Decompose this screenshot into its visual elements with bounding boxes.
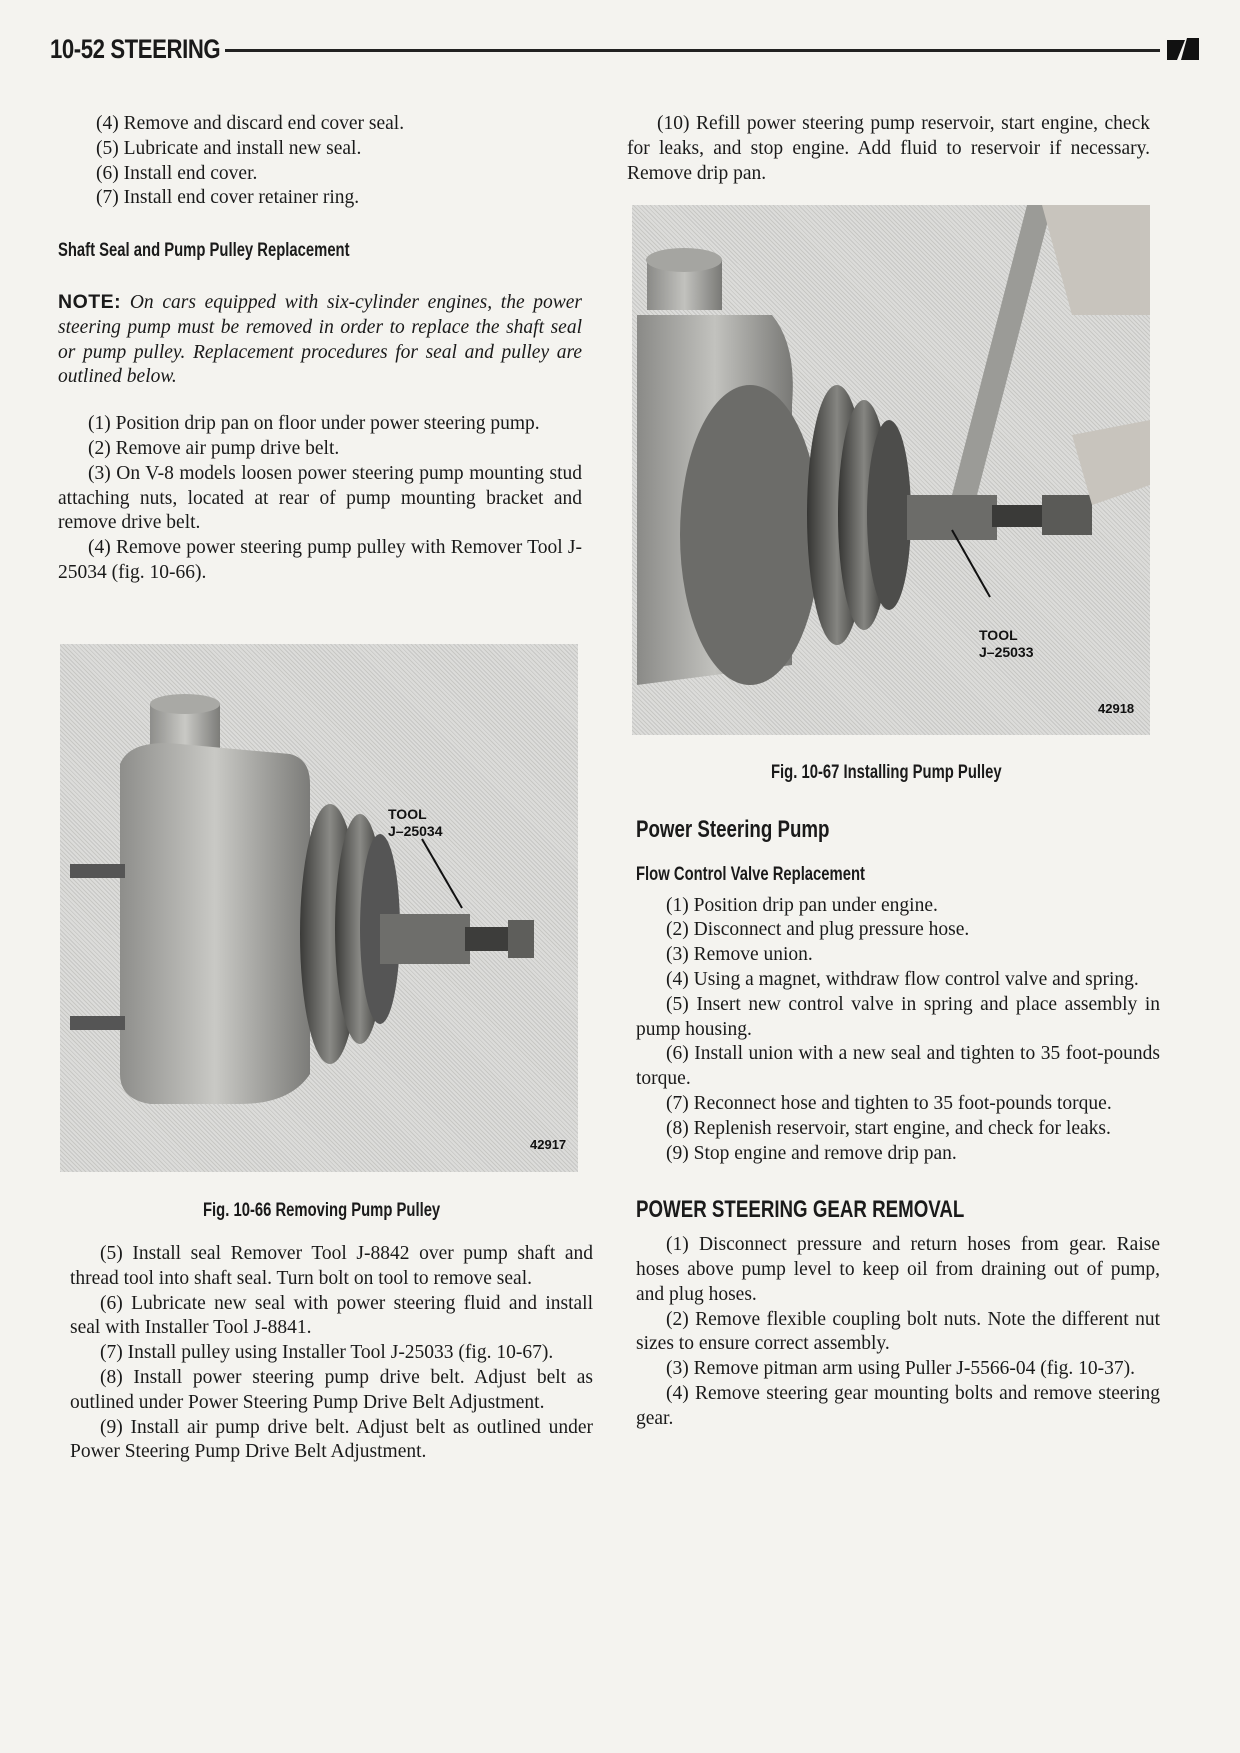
list-item: (3) Remove union. xyxy=(666,944,813,966)
list-item: (4) Using a magnet, withdraw flow control valve and spring. xyxy=(666,968,1139,990)
list-item: (4) Remove power steering pump pulley with Remover Tool J-25034 (fig. 10-66). xyxy=(58,537,582,583)
list-item: (1) Position drip pan under engine. xyxy=(666,894,938,916)
tool-label: TOOL xyxy=(979,627,1018,643)
page-header xyxy=(50,30,1165,70)
left-column-bottom xyxy=(70,1242,593,1465)
list-item: (5) Insert new control valve in spring and place assembly in pump housing. xyxy=(636,993,1160,1040)
list-item: (9) Stop engine and remove drip pan. xyxy=(666,1142,957,1164)
figure-tool-label xyxy=(388,806,443,840)
major-heading: POWER STEERING GEAR REMOVAL xyxy=(636,1196,965,1224)
figure-10-67-photo xyxy=(632,205,1150,735)
note-label: NOTE: xyxy=(58,290,122,313)
list-item: (2) Remove flexible coupling bolt nuts. Note the different nut sizes to ensure correct assembly. xyxy=(636,1308,1160,1355)
figure-caption: Fig. 10-67 Installing Pump Pulley xyxy=(771,762,1002,783)
pump-pulley-install-illustration xyxy=(632,205,1150,735)
list-item: (4) Remove steering gear mounting bolts and remove steering gear. xyxy=(636,1382,1160,1429)
list-item: (10) Refill power steering pump reservoir, start engine, check for leaks, and stop engine. Add fluid to reservoir if necessary. Remove drip pan. xyxy=(627,113,1150,184)
left-column-top xyxy=(58,112,582,586)
list-item: (6) Install end cover. xyxy=(96,162,258,184)
page-title: 10-52 STEERING xyxy=(50,34,221,64)
right-column-body xyxy=(636,818,1160,1432)
list-item: (7) Reconnect hose and tighten to 35 foot-pounds torque. xyxy=(666,1092,1112,1114)
amc-logo-icon xyxy=(1165,34,1203,64)
list-item: (1) Position drip pan on floor under power steering pump. xyxy=(88,413,540,435)
list-item: (6) Lubricate new seal with power steering fluid and install seal with Installer Tool J-8841. xyxy=(70,1292,593,1339)
list-item: (1) Disconnect pressure and return hoses from gear. Raise hoses above pump level to keep oil from draining out of pump, and plug hoses. xyxy=(636,1234,1160,1305)
note-paragraph xyxy=(58,290,582,390)
list-item: (8) Replenish reservoir, start engine, and check for leaks. xyxy=(666,1117,1111,1139)
header-rule xyxy=(225,49,1160,52)
section-heading: Power Steering Pump xyxy=(636,816,830,843)
list-item: (3) On V-8 models loosen power steering pump mounting stud attaching nuts, located at rear of pump mounting bracket and remove drive belt. xyxy=(58,462,582,534)
photo-number: 42917 xyxy=(530,1137,567,1152)
list-item: (2) Remove air pump drive belt. xyxy=(88,437,340,459)
right-column-top xyxy=(627,112,1150,186)
subsection-heading: Flow Control Valve Replacement xyxy=(636,863,865,885)
list-item: (2) Disconnect and plug pressure hose. xyxy=(666,919,970,941)
tool-number: J–25033 xyxy=(979,644,1034,660)
tool-label: TOOL xyxy=(388,806,427,822)
list-item: (8) Install power steering pump drive belt. Adjust belt as outlined under Power Steering Pump Drive Belt Adjustment. xyxy=(70,1366,593,1413)
list-item: (6) Install union with a new seal and tighten to 35 foot-pounds torque. xyxy=(636,1043,1160,1090)
figure-tool-label xyxy=(979,627,1034,661)
list-item: (7) Install pulley using Installer Tool J-25033 (fig. 10-67). xyxy=(100,1342,554,1364)
photo-number: 42918 xyxy=(1098,701,1135,716)
figure-10-66-photo xyxy=(60,644,578,1172)
list-item: (5) Install seal Remover Tool J-8842 over pump shaft and thread tool into shaft seal. Turn bolt on tool to remove seal. xyxy=(70,1243,593,1289)
list-item: (5) Lubricate and install new seal. xyxy=(96,137,362,159)
tool-number: J–25034 xyxy=(388,823,443,839)
list-item: (3) Remove pitman arm using Puller J-5566-04 (fig. 10-37). xyxy=(666,1358,1135,1380)
section-heading: Shaft Seal and Pump Pulley Replacement xyxy=(58,240,350,262)
list-item: (9) Install air pump drive belt. Adjust belt as outlined under Power Steering Pump Drive Belt Adjustment. xyxy=(70,1416,593,1463)
note-text: On cars equipped with six-cylinder engines, the power steering pump must be removed in order to replace the shaft seal or pump pulley. Replacement procedures for seal and pulley are outlined below. xyxy=(58,291,583,388)
list-item: (4) Remove and discard end cover seal. xyxy=(96,113,405,134)
pump-pulley-removal-illustration xyxy=(60,644,578,1172)
list-item: (7) Install end cover retainer ring. xyxy=(96,187,360,209)
figure-caption: Fig. 10-66 Removing Pump Pulley xyxy=(203,1200,441,1221)
